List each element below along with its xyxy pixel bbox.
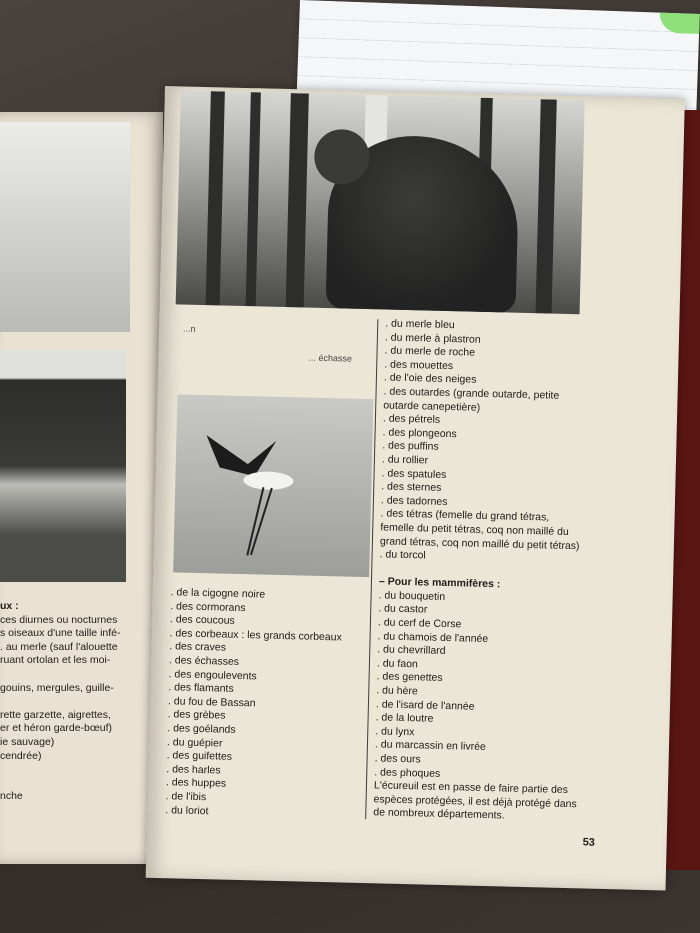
list-item: . du rollier <box>381 453 429 467</box>
list-item: . des grèbes <box>167 708 226 723</box>
list-item: . des sternes <box>381 480 442 494</box>
list-item: . du lynx <box>375 725 415 739</box>
list-item: . de l'isard de l'année <box>375 697 475 713</box>
list-item: . des goélands <box>167 722 236 736</box>
list-item: . des huppes <box>165 776 227 791</box>
birds-list-left <box>165 586 343 821</box>
caption-left: ...n <box>182 323 196 334</box>
left-line <box>0 763 121 777</box>
list-item: . des outardes (grande outarde, petite <box>383 385 560 402</box>
list-item: . du chevrillard <box>377 643 446 658</box>
left-line <box>0 695 121 709</box>
list-item: . de la cigogne noire <box>170 586 266 601</box>
left-line <box>0 668 121 682</box>
list-item: . du faon <box>376 657 418 671</box>
list-item: . du chamois de l'année <box>377 630 489 645</box>
list-item: . des harles <box>166 762 221 777</box>
list-item: . des phoques <box>374 765 441 780</box>
list-item: . des échasses <box>168 654 240 668</box>
list-item: . des plongeons <box>382 426 457 440</box>
list-item: . des engoulevents <box>168 667 257 682</box>
left-line: nche <box>0 790 23 803</box>
list-item: . des ours <box>374 752 421 766</box>
list-item: . de l'oie des neiges <box>383 371 477 387</box>
list-item: . du marcassin en livrée <box>374 738 486 754</box>
list-item: . du hère <box>376 684 418 698</box>
list-item: . de l'ibis <box>165 790 207 804</box>
left-heading-fragment: ux : <box>0 600 19 612</box>
caption-right: ... échasse <box>308 352 353 364</box>
list-item: . des genettes <box>376 670 443 685</box>
left-line: ie sauvage) <box>0 735 55 748</box>
left-line <box>0 777 121 791</box>
left-line: ces diurnes ou nocturnes <box>0 613 118 626</box>
left-page <box>0 112 163 864</box>
left-line: s oiseaux d'une taille infé- <box>0 627 121 640</box>
list-item: . des pétrels <box>382 412 441 426</box>
right-page <box>146 86 685 890</box>
closing-note-line: de nombreux départements. <box>373 806 505 822</box>
list-item: . du fou de Bassan <box>167 695 256 710</box>
page-number: 53 <box>582 836 596 849</box>
list-item: . des mouettes <box>384 358 454 372</box>
left-line: . au merle (sauf l'alouette <box>0 640 118 653</box>
closing-note-line: L'écureuil est en passe de faire partie des <box>373 779 569 797</box>
left-line: cendrée) <box>0 749 42 762</box>
list-item: . du loriot <box>165 803 209 817</box>
birds-list-right <box>373 317 588 825</box>
list-item: . des corbeaux : les grands corbeaux <box>169 627 342 644</box>
list-item: . des puffins <box>382 439 439 454</box>
list-item: grand tétras, coq non maillé du petit tétras) <box>379 534 580 552</box>
list-item: . des coucous <box>169 613 235 628</box>
left-line: gouins, mergules, guille- <box>0 681 114 694</box>
list-item: outarde canepetière) <box>383 398 481 414</box>
list-item: . du castor <box>378 602 428 617</box>
list-item: . des flamants <box>168 681 234 696</box>
bear-photo <box>176 90 585 314</box>
list-item: . du merle bleu <box>385 317 455 332</box>
flying-birds-photo <box>0 122 130 332</box>
left-page-text <box>0 600 121 804</box>
list-item: . du bouquetin <box>378 589 446 603</box>
list-item: . du merle de roche <box>384 344 476 359</box>
closing-note-line: espèces protégées, il est déjà protégé dans <box>373 793 577 811</box>
list-item: . des cormorans <box>170 599 246 614</box>
list-item: . du torcol <box>379 548 426 562</box>
list-item: . des guifettes <box>166 749 233 763</box>
list-item: . du merle à plastron <box>384 331 481 346</box>
left-line: er et héron garde-bœuf) <box>0 722 113 735</box>
stilt-bird-photo <box>173 394 373 577</box>
flamingos-photo <box>0 350 126 582</box>
green-highlighter-mark <box>659 13 700 34</box>
left-line: ruant ortolan et les moi- <box>0 654 111 667</box>
list-item: . du cerf de Corse <box>377 616 462 631</box>
list-item: . du guépier <box>166 735 223 750</box>
list-item: . des spatules <box>381 466 447 481</box>
left-line: rette garzette, aigrettes, <box>0 708 111 721</box>
list-item: . de la loutre <box>375 711 434 725</box>
list-item: . des craves <box>169 640 227 655</box>
list-item: . des tadornes <box>380 494 448 508</box>
list-item: femelle du petit tétras, coq non maillé du <box>380 521 569 538</box>
list-item: . des tétras (femelle du grand tétras, <box>380 507 550 524</box>
mammals-heading: – Pour les mammifères : <box>378 575 501 591</box>
